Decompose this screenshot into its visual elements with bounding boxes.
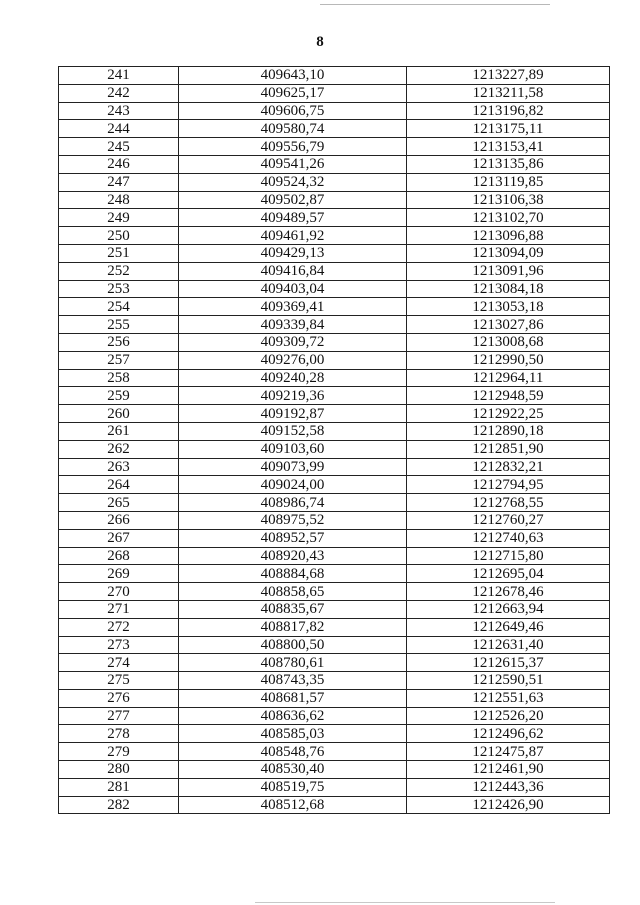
point-number-cell: 260: [59, 405, 179, 423]
y-coordinate-cell: 1212922,25: [407, 405, 610, 423]
table-row: [59, 707, 610, 725]
table-row: [59, 333, 610, 351]
y-coordinate-cell: 1212631,40: [407, 636, 610, 654]
x-coordinate-cell: 408780,61: [179, 654, 407, 672]
y-coordinate-cell: 1212768,55: [407, 494, 610, 512]
x-coordinate-cell: 409489,57: [179, 209, 407, 227]
table-row: [59, 227, 610, 245]
x-coordinate-cell: 409416,84: [179, 262, 407, 280]
table-row: [59, 84, 610, 102]
point-number-cell: 266: [59, 511, 179, 529]
table-row: [59, 743, 610, 761]
x-coordinate-cell: 409103,60: [179, 440, 407, 458]
y-coordinate-cell: 1212475,87: [407, 743, 610, 761]
x-coordinate-cell: 408548,76: [179, 743, 407, 761]
point-number-cell: 259: [59, 387, 179, 405]
y-coordinate-cell: 1212461,90: [407, 761, 610, 779]
point-number-cell: 267: [59, 529, 179, 547]
point-number-cell: 273: [59, 636, 179, 654]
point-number-cell: 245: [59, 138, 179, 156]
y-coordinate-cell: 1213106,38: [407, 191, 610, 209]
y-coordinate-cell: 1213196,82: [407, 102, 610, 120]
point-number-cell: 251: [59, 244, 179, 262]
y-coordinate-cell: 1213053,18: [407, 298, 610, 316]
x-coordinate-cell: 408835,67: [179, 600, 407, 618]
y-coordinate-cell: 1212663,94: [407, 600, 610, 618]
table-row: [59, 209, 610, 227]
table-row: [59, 405, 610, 423]
y-coordinate-cell: 1212551,63: [407, 689, 610, 707]
x-coordinate-cell: 409606,75: [179, 102, 407, 120]
x-coordinate-cell: 409309,72: [179, 333, 407, 351]
y-coordinate-cell: 1212760,27: [407, 511, 610, 529]
x-coordinate-cell: 409541,26: [179, 155, 407, 173]
table-row: [59, 547, 610, 565]
point-number-cell: 271: [59, 600, 179, 618]
table-row: [59, 316, 610, 334]
y-coordinate-cell: 1212590,51: [407, 672, 610, 690]
x-coordinate-cell: 409625,17: [179, 84, 407, 102]
y-coordinate-cell: 1213027,86: [407, 316, 610, 334]
x-coordinate-cell: 408800,50: [179, 636, 407, 654]
x-coordinate-cell: 408920,43: [179, 547, 407, 565]
table-row: [59, 618, 610, 636]
x-coordinate-cell: 408858,65: [179, 583, 407, 601]
table-row: [59, 636, 610, 654]
x-coordinate-cell: 408681,57: [179, 689, 407, 707]
x-coordinate-cell: 409240,28: [179, 369, 407, 387]
y-coordinate-cell: 1212649,46: [407, 618, 610, 636]
table-row: [59, 173, 610, 191]
point-number-cell: 242: [59, 84, 179, 102]
table-row: [59, 529, 610, 547]
page-number: 8: [316, 34, 324, 50]
point-number-cell: 280: [59, 761, 179, 779]
x-coordinate-cell: 408986,74: [179, 494, 407, 512]
point-number-cell: 264: [59, 476, 179, 494]
x-coordinate-cell: 409403,04: [179, 280, 407, 298]
point-number-cell: 279: [59, 743, 179, 761]
x-coordinate-cell: 409276,00: [179, 351, 407, 369]
table-row: [59, 796, 610, 814]
y-coordinate-cell: 1212496,62: [407, 725, 610, 743]
x-coordinate-cell: 409339,84: [179, 316, 407, 334]
y-coordinate-cell: 1213094,09: [407, 244, 610, 262]
x-coordinate-cell: 409192,87: [179, 405, 407, 423]
table-row: [59, 387, 610, 405]
y-coordinate-cell: 1212678,46: [407, 583, 610, 601]
table-row: [59, 120, 610, 138]
y-coordinate-cell: 1212695,04: [407, 565, 610, 583]
table-row: [59, 511, 610, 529]
y-coordinate-cell: 1213175,11: [407, 120, 610, 138]
point-number-cell: 276: [59, 689, 179, 707]
coordinates-table-body: [59, 67, 610, 814]
x-coordinate-cell: 409152,58: [179, 422, 407, 440]
point-number-cell: 282: [59, 796, 179, 814]
point-number-cell: 268: [59, 547, 179, 565]
point-number-cell: 281: [59, 778, 179, 796]
x-coordinate-cell: 409369,41: [179, 298, 407, 316]
point-number-cell: 254: [59, 298, 179, 316]
y-coordinate-cell: 1212832,21: [407, 458, 610, 476]
table-row: [59, 138, 610, 156]
table-row: [59, 298, 610, 316]
table-row: [59, 280, 610, 298]
table-row: [59, 369, 610, 387]
x-coordinate-cell: 409219,36: [179, 387, 407, 405]
point-number-cell: 274: [59, 654, 179, 672]
table-row: [59, 761, 610, 779]
table-row: [59, 494, 610, 512]
y-coordinate-cell: 1213008,68: [407, 333, 610, 351]
table-row: [59, 351, 610, 369]
point-number-cell: 255: [59, 316, 179, 334]
point-number-cell: 261: [59, 422, 179, 440]
y-coordinate-cell: 1213227,89: [407, 67, 610, 85]
table-row: [59, 458, 610, 476]
table-row: [59, 600, 610, 618]
y-coordinate-cell: 1212890,18: [407, 422, 610, 440]
x-coordinate-cell: 408884,68: [179, 565, 407, 583]
table-row: [59, 583, 610, 601]
point-number-cell: 272: [59, 618, 179, 636]
table-row: [59, 565, 610, 583]
table-row: [59, 191, 610, 209]
point-number-cell: 270: [59, 583, 179, 601]
point-number-cell: 257: [59, 351, 179, 369]
table-row: [59, 440, 610, 458]
point-number-cell: 278: [59, 725, 179, 743]
table-row: [59, 67, 610, 85]
y-coordinate-cell: 1213135,86: [407, 155, 610, 173]
y-coordinate-cell: 1213211,58: [407, 84, 610, 102]
y-coordinate-cell: 1212794,95: [407, 476, 610, 494]
y-coordinate-cell: 1212426,90: [407, 796, 610, 814]
y-coordinate-cell: 1213084,18: [407, 280, 610, 298]
point-number-cell: 241: [59, 67, 179, 85]
x-coordinate-cell: 409580,74: [179, 120, 407, 138]
table-row: [59, 244, 610, 262]
table-row: [59, 778, 610, 796]
y-coordinate-cell: 1212615,37: [407, 654, 610, 672]
y-coordinate-cell: 1212740,63: [407, 529, 610, 547]
y-coordinate-cell: 1212851,90: [407, 440, 610, 458]
y-coordinate-cell: 1212443,36: [407, 778, 610, 796]
table-row: [59, 672, 610, 690]
point-number-cell: 277: [59, 707, 179, 725]
x-coordinate-cell: 409502,87: [179, 191, 407, 209]
table-row: [59, 422, 610, 440]
x-coordinate-cell: 409073,99: [179, 458, 407, 476]
table-row: [59, 689, 610, 707]
x-coordinate-cell: 408743,35: [179, 672, 407, 690]
x-coordinate-cell: 409461,92: [179, 227, 407, 245]
point-number-cell: 258: [59, 369, 179, 387]
x-coordinate-cell: 408817,82: [179, 618, 407, 636]
x-coordinate-cell: 409643,10: [179, 67, 407, 85]
table-row: [59, 476, 610, 494]
x-coordinate-cell: 409524,32: [179, 173, 407, 191]
y-coordinate-cell: 1213096,88: [407, 227, 610, 245]
top-scan-line: [320, 4, 550, 5]
y-coordinate-cell: 1212990,50: [407, 351, 610, 369]
table-row: [59, 725, 610, 743]
point-number-cell: 262: [59, 440, 179, 458]
point-number-cell: 253: [59, 280, 179, 298]
point-number-cell: 247: [59, 173, 179, 191]
point-number-cell: 252: [59, 262, 179, 280]
point-number-cell: 265: [59, 494, 179, 512]
table-row: [59, 654, 610, 672]
y-coordinate-cell: 1213119,85: [407, 173, 610, 191]
y-coordinate-cell: 1212948,59: [407, 387, 610, 405]
point-number-cell: 249: [59, 209, 179, 227]
x-coordinate-cell: 408636,62: [179, 707, 407, 725]
point-number-cell: 275: [59, 672, 179, 690]
point-number-cell: 244: [59, 120, 179, 138]
x-coordinate-cell: 408952,57: [179, 529, 407, 547]
coordinates-table: [58, 66, 610, 814]
x-coordinate-cell: 408585,03: [179, 725, 407, 743]
y-coordinate-cell: 1213153,41: [407, 138, 610, 156]
y-coordinate-cell: 1212715,80: [407, 547, 610, 565]
x-coordinate-cell: 408512,68: [179, 796, 407, 814]
table-row: [59, 262, 610, 280]
y-coordinate-cell: 1213091,96: [407, 262, 610, 280]
point-number-cell: 246: [59, 155, 179, 173]
point-number-cell: 250: [59, 227, 179, 245]
y-coordinate-cell: 1212964,11: [407, 369, 610, 387]
point-number-cell: 263: [59, 458, 179, 476]
y-coordinate-cell: 1212526,20: [407, 707, 610, 725]
x-coordinate-cell: 408519,75: [179, 778, 407, 796]
point-number-cell: 269: [59, 565, 179, 583]
x-coordinate-cell: 408975,52: [179, 511, 407, 529]
point-number-cell: 256: [59, 333, 179, 351]
point-number-cell: 248: [59, 191, 179, 209]
x-coordinate-cell: 409024,00: [179, 476, 407, 494]
x-coordinate-cell: 409429,13: [179, 244, 407, 262]
y-coordinate-cell: 1213102,70: [407, 209, 610, 227]
table-row: [59, 155, 610, 173]
x-coordinate-cell: 408530,40: [179, 761, 407, 779]
x-coordinate-cell: 409556,79: [179, 138, 407, 156]
table-row: [59, 102, 610, 120]
bottom-scan-line: [255, 902, 555, 903]
point-number-cell: 243: [59, 102, 179, 120]
